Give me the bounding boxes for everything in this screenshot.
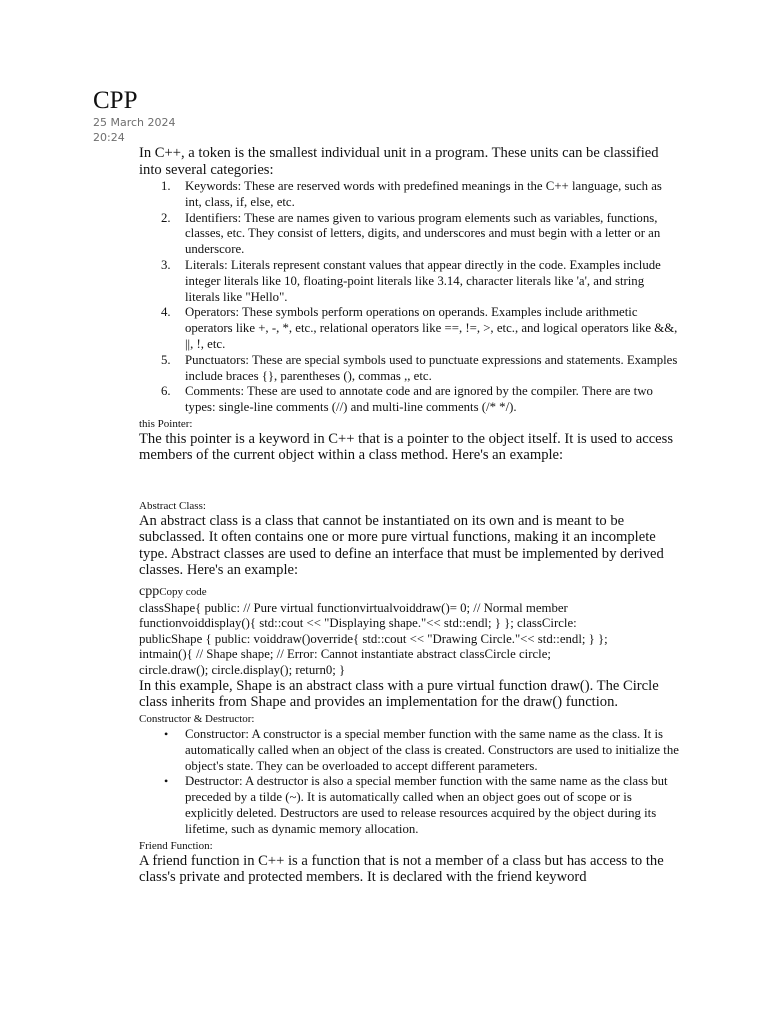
copy-code-label: Copy code <box>159 585 207 598</box>
list-item-text: Literals: Literals represent constant values that appear directly in the code. Examples include integer literals like 10, floating-point literals like 3.14, character literals like 'a', and string literals like "Hello". <box>185 257 661 304</box>
list-number: 6. <box>161 384 171 399</box>
code-line: functionvoiddisplay(){ std::cout << "Displaying shape."<< std::endl; } }; classCircle: <box>139 616 577 631</box>
code-line: classShape{ public: // Pure virtual functionvirtualvoiddraw()= 0; // Normal member <box>139 600 568 615</box>
list-item <box>139 211 679 258</box>
list-item-text: Operators: These symbols perform operations on operands. Examples include arithmetic operators like +, -, *, etc., relational operators like ==, !=, >, etc., and logical operators like &&, ||, !, etc. <box>185 305 678 351</box>
bullet-icon: • <box>164 726 169 741</box>
this-pointer-text: The this pointer is a keyword in C++ that is a pointer to the object itself. It is used to access members of the current object within a class method. Here's an example: <box>139 430 674 464</box>
list-item <box>139 305 679 352</box>
list-item-text: Identifiers: These are names given to various program elements such as variables, functions, classes, etc. They consist of letters, digits, and underscores and must begin with a letter or an underscore. <box>185 210 661 257</box>
tokens-intro: In C++, a token is the smallest individual unit in a program. These units can be classified into several categories: <box>139 145 659 178</box>
list-item <box>139 179 679 211</box>
list-item <box>139 258 679 305</box>
list-item-text: Constructor: A constructor is a special member function with the same name as the class. It is automatically called when an object of the class is created. Constructors are used to initialize the object's state. They can be overloaded to accept different parameters. <box>185 726 679 773</box>
code-block <box>139 601 679 678</box>
list-item-text: Destructor: A destructor is also a special member function with the same name as the class but preceded by a tilde (~). It is automatically called when an object goes out of scope or is explicitly deleted. Destructors are used to release resources acquired by the object during its lifetime, such as dynamic memory allocation. <box>185 774 668 836</box>
page-time: 20:24 <box>93 131 125 144</box>
bullet-icon: • <box>164 774 169 789</box>
code-line: publicShape { public: voiddraw()override{ std::cout << "Drawing Circle."<< std::endl; } }; <box>139 631 608 646</box>
list-number: 5. <box>161 352 171 367</box>
abstract-class-text: An abstract class is a class that cannot be instantiated on its own and is meant to be subclassed. It often contains one or more pure virtual functions, making it an incomplete type. Abstract classes are used to define an interface that must be implemented by derived classes. Here's an example: <box>139 512 664 579</box>
list-item <box>139 774 679 837</box>
list-number: 3. <box>161 257 171 272</box>
list-number: 2. <box>161 210 171 225</box>
constructor-heading: Constructor & Destructor: <box>139 712 255 725</box>
list-item <box>139 353 679 385</box>
code-language: cpp <box>139 583 160 599</box>
abstract-class-explanation: In this example, Shape is an abstract class with a pure virtual function draw(). The Circle class inherits from Shape and provides an implementation for the draw() function. <box>139 677 659 711</box>
blank-space <box>139 464 679 498</box>
tokens-list <box>139 179 679 416</box>
list-item-text: Keywords: These are reserved words with predefined meanings in the C++ language, such as int, class, if, else, etc. <box>185 179 662 209</box>
list-number: 1. <box>161 179 171 193</box>
code-block-header <box>139 585 679 599</box>
page-title: CPP <box>93 87 138 114</box>
code-line: circle.draw(); circle.display(); return0; } <box>139 662 346 677</box>
list-item-text: Punctuators: These are special symbols used to punctuate expressions and statements. Examples include braces {}, parentheses (), commas ,, etc. <box>185 352 678 383</box>
friend-function-text: A friend function in C++ is a function that is not a member of a class but has access to the class's private and protected members. It is declared with the friend keyword <box>139 852 664 886</box>
list-item <box>139 727 679 774</box>
friend-function-heading: Friend Function: <box>139 839 213 852</box>
abstract-class-heading: Abstract Class: <box>139 499 206 512</box>
this-pointer-heading: this Pointer: <box>139 417 193 430</box>
code-line: intmain(){ // Shape shape; // Error: Cannot instantiate abstract classCircle circle; <box>139 647 551 662</box>
note-content <box>139 145 679 886</box>
list-number: 4. <box>161 305 171 320</box>
list-item <box>139 384 679 416</box>
page-date: 25 March 2024 <box>93 116 176 129</box>
list-item-text: Comments: These are used to annotate code and are ignored by the compiler. There are two types: single-line comments (//) and multi-line comments (/* */). <box>185 384 653 415</box>
constructor-list <box>139 727 679 838</box>
